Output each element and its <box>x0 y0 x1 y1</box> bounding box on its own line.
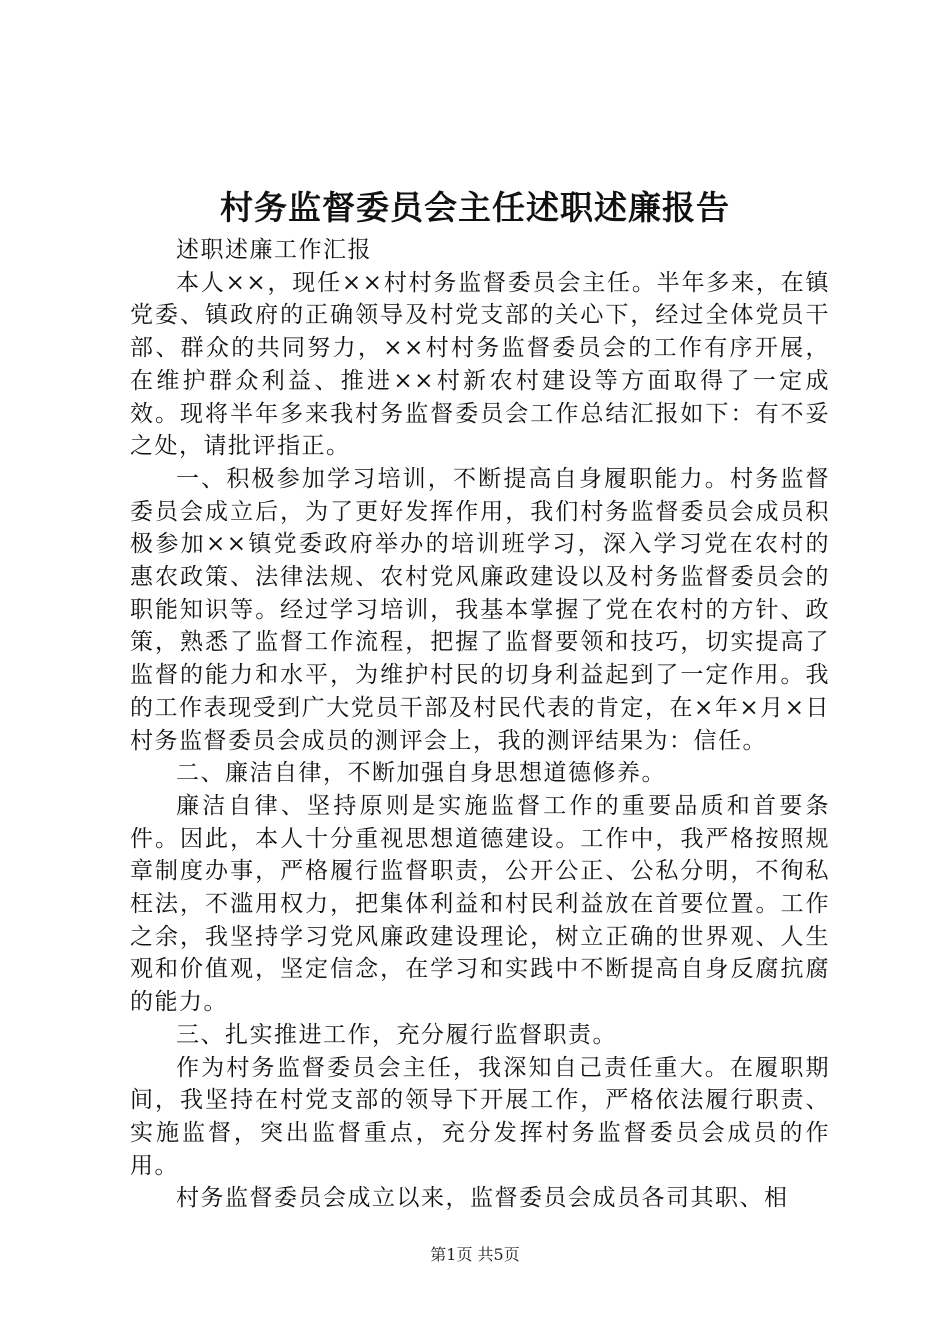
heading-section-2: 二、廉洁自律，不断加强自身思想道德修养。 <box>176 760 666 787</box>
document-body <box>130 234 830 1215</box>
document-title: 村务监督委员会主任述职述廉报告 <box>220 188 730 227</box>
paragraph-section-2: 廉洁自律、坚持原则是实施监督工作的重要品质和首要条件。因此，本人十分重视思想道德建设。工作中，我严格按照规章制度办事，严格履行监督职责，公开公正、公私分明，不徇私枉法，不滥用权力，把集体利益和村民利益放在首要位置。工作之余，我坚持学习党风廉政建设理论，树立正确的世界观、人生观和价值观，坚定信念，在学习和实践中不断提高自身反腐抗腐的能力。 <box>130 792 830 1016</box>
paragraph-section-3: 作为村务监督委员会主任，我深知自己责任重大。在履职期间，我坚持在村党支部的领导下开展工作，严格依法履行职责、实施监督，突出监督重点，充分发挥村务监督委员会成员的作用。 <box>130 1054 830 1179</box>
paragraph-continued: 村务监督委员会成立以来，监督委员会成员各司其职、相 <box>176 1185 789 1212</box>
paragraph-section-1: 一、积极参加学习培训，不断提高自身履职能力。村务监督委员会成立后，为了更好发挥作用，我们村务监督委员会成员积极参加××镇党委政府举办的培训班学习，深入学习党在农村的惠农政策、法律法规、农村党风廉政建设以及村务监督委员会的职能知识等。经过学习培训，我基本掌握了党在农村的方针、政策，熟悉了监督工作流程，把握了监督要领和技巧，切实提高了监督的能力和水平，为维护村民的切身利益起到了一定作用。我的工作表现受到广大党员干部及村民代表的肯定，在×年×月×日村务监督委员会成员的测评会上，我的测评结果为：信任。 <box>130 465 830 754</box>
heading-section-3: 三、扎实推进工作，充分履行监督职责。 <box>176 1021 617 1048</box>
paragraph-intro: 本人××，现任××村村务监督委员会主任。半年多来，在镇党委、镇政府的正确领导及村党支部的关心下，经过全体党员干部、群众的共同努力，××村村务监督委员会的工作有序开展，在维护群众利益、推进××村新农村建设等方面取得了一定成效。现将半年多来我村务监督委员会工作总结汇报如下：有不妥之处，请批评指正。 <box>130 269 830 460</box>
paragraph-subtitle: 述职述廉工作汇报 <box>176 237 372 263</box>
page-number: 第1页 共5页 <box>430 1245 520 1264</box>
